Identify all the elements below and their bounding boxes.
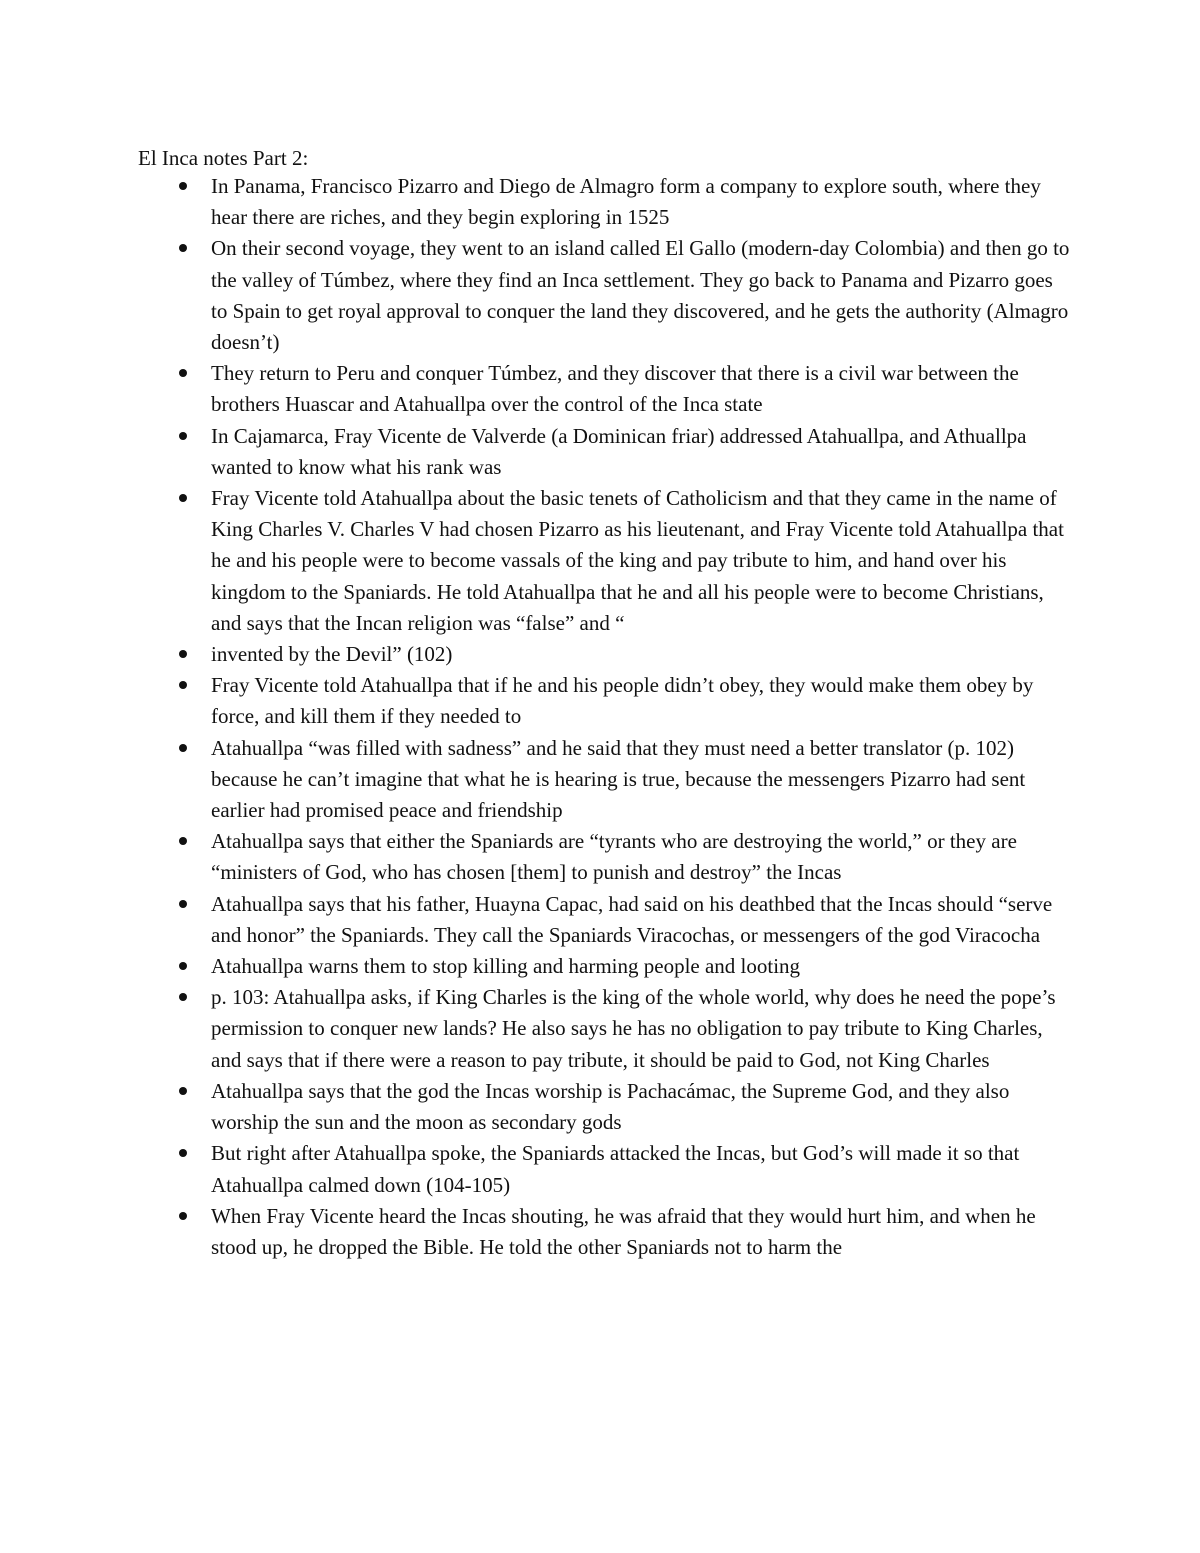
bullet-icon <box>179 1212 187 1220</box>
list-item <box>138 1201 1073 1263</box>
list-item <box>138 951 1073 982</box>
list-item <box>138 639 1073 670</box>
list-item-text: Fray Vicente told Atahuallpa about the basic tenets of Catholicism and that they came in the name of King Charles V. Charles V had chosen Pizarro as his lieutenant, and Fray Vicente told Atahuallpa that he and his people were to become vassals of the king and pay tribute to him, and hand over his kingdom to the Spaniards. He told Atahuallpa that he and all his people were to become Christians, and says that the Incan religion was “false” and “ <box>211 486 1064 635</box>
list-item <box>138 670 1073 732</box>
bullet-icon <box>179 681 187 689</box>
list-item <box>138 733 1073 827</box>
bullet-icon <box>179 244 187 252</box>
bullet-icon <box>179 900 187 908</box>
list-item-text: Atahuallpa warns them to stop killing and harming people and looting <box>211 954 801 979</box>
bullet-icon <box>179 369 187 377</box>
list-item <box>138 233 1073 358</box>
document-title: El Inca notes Part 2: <box>138 146 309 170</box>
list-item <box>138 1076 1073 1138</box>
list-item-text: Atahuallpa says that either the Spaniards are “tyrants who are destroying the world,” or they are “ministers of God, who has chosen [them] to punish and destroy” the Incas <box>211 829 1017 885</box>
list-item <box>138 358 1073 420</box>
list-item <box>138 889 1073 951</box>
list-item <box>138 1138 1073 1200</box>
bullet-icon <box>179 962 187 970</box>
bullet-icon <box>179 432 187 440</box>
bullet-icon <box>179 494 187 502</box>
list-item-text: invented by the Devil” (102) <box>211 642 453 667</box>
list-item-text: Atahuallpa says that his father, Huayna Capac, had said on his deathbed that the Incas should “serve and honor” the Spaniards. They call the Spaniards Viracochas, or messengers of the god Viracocha <box>211 891 1053 947</box>
list-item-text: But right after Atahuallpa spoke, the Spaniards attacked the Incas, but God’s will made it so that Atahuallpa calmed down (104-105) <box>211 1141 1020 1197</box>
list-item <box>138 982 1073 1076</box>
bullet-icon <box>179 1087 187 1095</box>
list-item <box>138 421 1073 483</box>
list-item-text: p. 103: Atahuallpa asks, if King Charles is the king of the whole world, why does he need the pope’s permission to conquer new lands? He also says he has no obligation to pay tribute to King Charles, and says that if there were a reason to pay tribute, it should be paid to God, not King Charles <box>211 985 1056 1072</box>
list-item-text: In Panama, Francisco Pizarro and Diego de Almagro form a company to explore south, where they hear there are riches, and they begin exploring in 1525 <box>211 174 1041 230</box>
list-item <box>138 171 1073 233</box>
list-item-text: On their second voyage, they went to an island called El Gallo (modern-day Colombia) and then go to the valley of Túmbez, where they find an Inca settlement. They go back to Panama and Pizarro goes to Spain to get royal approval to conquer the land they discovered, and he gets the authority (Almagro doesn’t) <box>211 236 1070 355</box>
list-item-text: In Cajamarca, Fray Vicente de Valverde (a Dominican friar) addressed Atahuallpa, and Athuallpa wanted to know what his rank was <box>211 423 1027 479</box>
list-item-text: Atahuallpa “was filled with sadness” and he said that they must need a better translator (p. 102) because he can’t imagine that what he is hearing is true, because the messengers Pizarro had sent earlier had promised peace and friendship <box>211 735 1026 823</box>
bullet-icon <box>179 993 187 1001</box>
bullet-icon <box>179 744 187 752</box>
bullet-icon <box>179 837 187 845</box>
bullet-icon <box>179 182 187 190</box>
list-item <box>138 826 1073 888</box>
notes-list <box>138 171 1073 1263</box>
list-item <box>138 483 1073 639</box>
bullet-icon <box>179 1149 187 1157</box>
list-item-text: When Fray Vicente heard the Incas shouting, he was afraid that they would hurt him, and when he stood up, he dropped the Bible. He told the other Spaniards not to harm the <box>211 1203 1036 1259</box>
list-item-text: Atahuallpa says that the god the Incas worship is Pachacámac, the Supreme God, and they also worship the sun and the moon as secondary gods <box>211 1078 1010 1135</box>
list-item-text: Fray Vicente told Atahuallpa that if he and his people didn’t obey, they would make them obey by force, and kill them if they needed to <box>211 673 1034 729</box>
bullet-icon <box>179 650 187 658</box>
list-item-text: They return to Peru and conquer Túmbez, and they discover that there is a civil war between the brothers Huascar and Atahuallpa over the control of the Inca state <box>211 361 1019 417</box>
